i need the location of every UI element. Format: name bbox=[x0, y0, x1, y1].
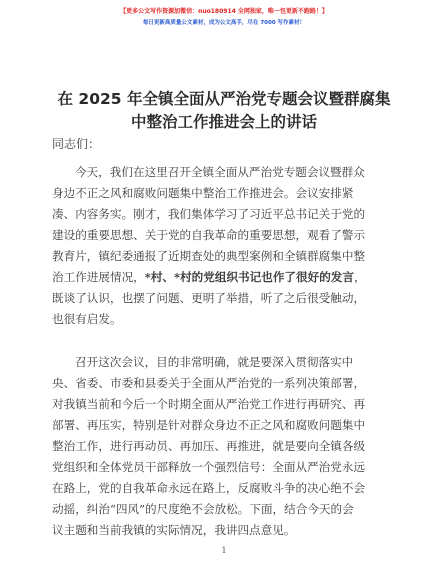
paragraph-line: 今天，我们在这里召开全镇全面从严治党专题会议暨群众 bbox=[75, 165, 365, 179]
paragraph-line: 整治工作，进行再动员、再加压、再推进，就是要向全镇各级 bbox=[52, 439, 366, 453]
title-line-2: 中整治工作推进会上的讲话 bbox=[130, 113, 317, 131]
paragraph-line: 建设的重要思想、关于党的自我革命的重要思想，观看了警示 bbox=[52, 228, 366, 242]
title-line-1: 在 2025 年全镇全面从严治党专题会议暨群腐集 bbox=[57, 90, 391, 108]
document-title bbox=[40, 88, 408, 134]
paragraph-line: 央、省委、市委和县委关于全面从严治党的一系列决策部署， bbox=[52, 376, 366, 390]
page-number: 1 bbox=[221, 546, 227, 555]
paragraph-line: 召开这次会议，目的非常明确，就是要深入贯彻落实中 bbox=[75, 355, 354, 369]
paragraph-line: 身边不正之风和腐败问题集中整治工作推进会。会议安排紧 bbox=[52, 186, 354, 200]
salutation: 同志们： bbox=[52, 137, 101, 151]
paragraph-text: ， bbox=[354, 270, 366, 284]
paragraph-line: 议主题和当前我镇的实际情况，我讲四点意见。 bbox=[52, 523, 296, 537]
paragraph-text: 治工作进展情况， bbox=[52, 270, 145, 284]
paragraph-2 bbox=[52, 352, 400, 541]
paragraph-1 bbox=[52, 162, 400, 330]
bold-highlight: *村、*村的党组织书记也作了很好的发言 bbox=[144, 270, 354, 284]
promo-banner-line-1: 【更多公文写作资源加微信：nuo180914 全网独家，唯一包更新不跑路！】 bbox=[120, 8, 328, 15]
paragraph-line: 也很有启发。 bbox=[52, 312, 122, 326]
promo-banner-line-2: 每日更新高质量公文素材，成为公文高手，尽在 7000 写作素材！ bbox=[142, 20, 306, 26]
paragraph-line: 部署、再压实，特别是针对群众身边不正之风和腐败问题集中 bbox=[52, 418, 366, 432]
paragraph-line: 在路上，党的自我革命永远在路上，反腐败斗争的决心绝不会 bbox=[52, 481, 366, 495]
paragraph-line: 党组织和全体党员干部释放一个强烈信号：全面从严治党永远 bbox=[52, 460, 366, 474]
paragraph-line: 动摇，纠治“四风”的尺度绝不会放松。下面，结合今天的会 bbox=[52, 502, 354, 516]
paragraph-line: 既谈了认识，也摆了问题、更明了举措，听了之后很受触动， bbox=[52, 291, 366, 305]
paragraph-line: 教育片，镇纪委通报了近期查处的典型案例和全镇群腐集中整 bbox=[52, 249, 366, 263]
paragraph-line: 对我镇当前和今后一个时期全面从严治党工作进行再研究、再 bbox=[52, 397, 366, 411]
paragraph-line-mixed bbox=[52, 267, 400, 288]
paragraph-line: 凑、内容务实。刚才，我们集体学习了习近平总书记关于党的 bbox=[52, 207, 366, 221]
